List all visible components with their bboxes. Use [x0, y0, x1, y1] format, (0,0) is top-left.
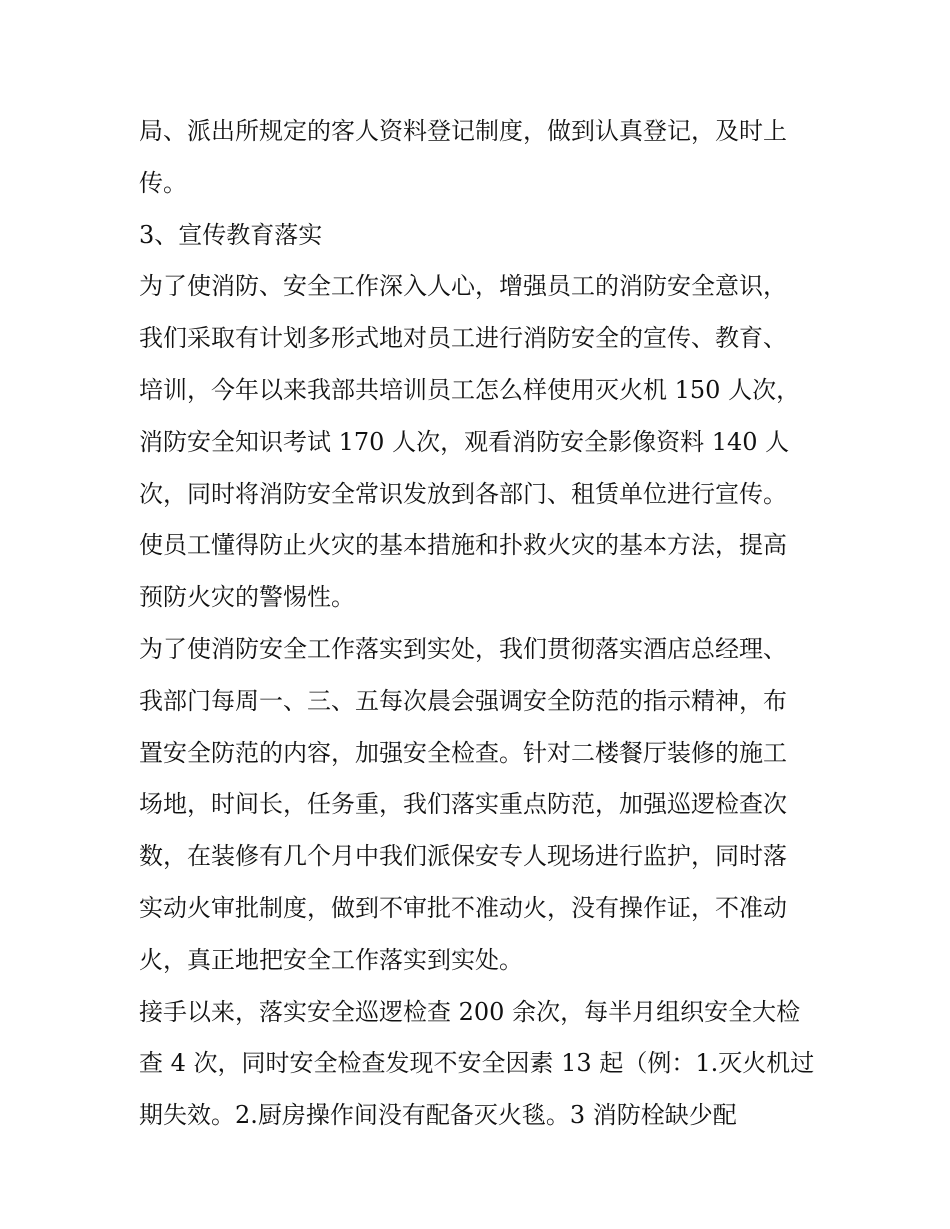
- text-line: 次，同时将消防安全常识发放到各部门、租赁单位进行宣传。: [139, 479, 787, 508]
- text-line: 期失效。2.厨房操作间没有配备灭火毯。3 消防栓缺少配: [139, 1101, 737, 1130]
- document-body: [139, 106, 829, 1142]
- text-line: 为了使消防、安全工作深入人心，增强员工的消防安全意识，: [139, 272, 787, 301]
- section-heading: 3、宣传教育落实: [139, 220, 323, 249]
- text-line: 消防安全知识考试 170 人次，观看消防安全影像资料 140 人: [139, 427, 790, 456]
- text-line: 为了使消防安全工作落实到实处，我们贯彻落实酒店总经理、: [139, 634, 787, 663]
- text-line: 传。: [139, 168, 187, 197]
- text-line: 我们采取有计划多形式地对员工进行消防安全的宣传、教育、: [139, 324, 787, 353]
- text-line: 我部门每周一、三、五每次晨会强调安全防范的指示精神，布: [139, 686, 787, 715]
- text-line: 场地，时间长，任务重，我们落实重点防范，加强巡逻检查次: [139, 790, 787, 819]
- text-line: 接手以来，落实安全巡逻检查 200 余次，每半月组织安全大检: [139, 997, 801, 1026]
- text-line: 使员工懂得防止火灾的基本措施和扑救火灾的基本方法，提高: [139, 531, 787, 560]
- text-line: 预防火灾的警惕性。: [139, 583, 355, 612]
- text-line: 置安全防范的内容，加强安全检查。针对二楼餐厅装修的施工: [139, 738, 787, 767]
- text-line: 数，在装修有几个月中我们派保安专人现场进行监护，同时落: [139, 842, 787, 871]
- text-line: 局、派出所规定的客人资料登记制度，做到认真登记，及时上: [139, 117, 787, 145]
- text-line: 培训，今年以来我部共培训员工怎么样使用灭火机 150 人次，: [139, 375, 801, 404]
- text-line: 查 4 次，同时安全检查发现不安全因素 13 起（例：1.灭火机过: [139, 1049, 815, 1078]
- text-line: 火，真正地把安全工作落实到实处。: [139, 945, 523, 974]
- text-line: 实动火审批制度，做到不审批不准动火，没有操作证，不准动: [139, 893, 787, 922]
